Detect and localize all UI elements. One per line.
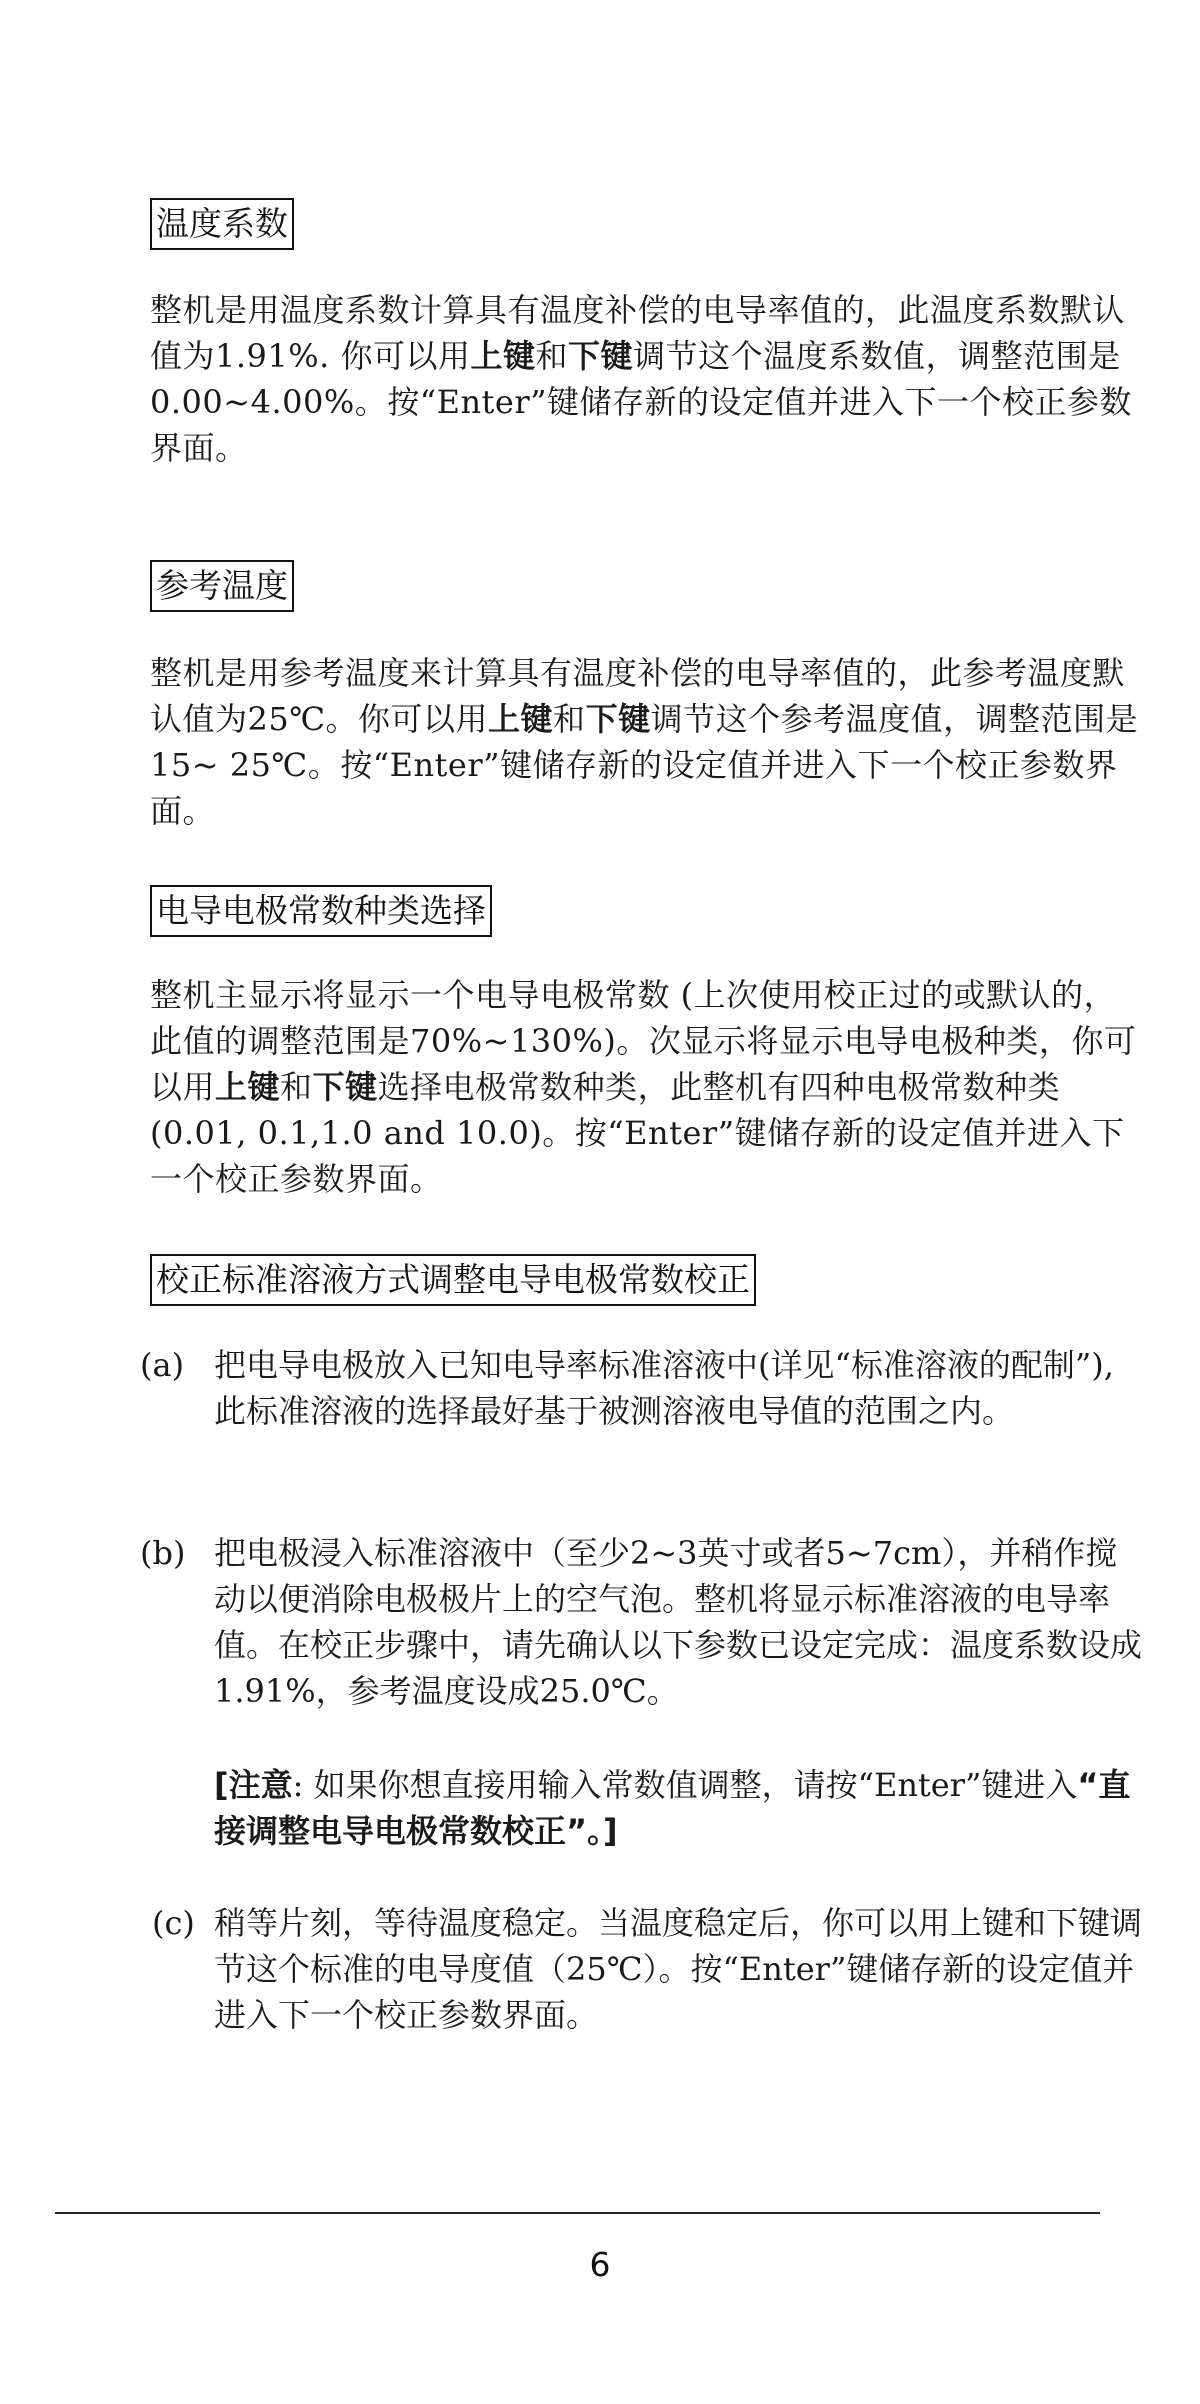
footer-divider xyxy=(55,2212,1100,2214)
para-text: 和 xyxy=(553,700,586,738)
para-text: 调节这个温度系数值，调整范围是0.00~4.00%。按“Enter”键储存新的设定值并进入下一个校正参数界面。 xyxy=(150,337,1133,467)
item-text: 把电导电极放入已知电导率标准溶液中(详见“标准溶液的配制”), 此标准溶液的选择最好基于被测溶液电导值的范围之内。 xyxy=(214,1346,1114,1430)
list-item-a xyxy=(140,1342,1145,1434)
para-text: 整机主显示将显示一个电导电极常数 (上次使用校正过的或默认的，此值的调整范围是70%~130%)。次显示将显示电导电极种类，你可以用 xyxy=(150,976,1137,1106)
para-electrode-type xyxy=(150,972,1140,1202)
down-key-label: 下键 xyxy=(312,1068,378,1106)
heading-ref-temp: 参考温度 xyxy=(150,560,294,612)
item-text: 稍等片刻，等待温度稳定。当温度稳定后，你可以用上键和下键调节这个标准的电导度值（25℃）。按“Enter”键储存新的设定值并进入下一个校正参数界面。 xyxy=(214,1904,1143,2034)
para-text: 整机是用温度系数计算具有温度补偿的电导率值的，此温度系数默认值为1.91%. 你可以用 xyxy=(150,291,1126,375)
para-text: 选择电极常数种类，此整机有四种电极常数种类 (0.01, 0.1,1.0 and 10.0)。按“Enter”键储存新的设定值并进入下一个校正参数界面。 xyxy=(150,1068,1125,1198)
note-text: : 如果你想直接用输入常数值调整，请按“Enter”键进入 xyxy=(292,1766,1078,1804)
para-text: 和 xyxy=(535,337,569,375)
heading-electrode-type: 电导电极常数种类选择 xyxy=(150,885,492,937)
heading-temp-coefficient: 温度系数 xyxy=(150,198,294,250)
up-key-label: 上键 xyxy=(488,700,554,738)
item-text: 把电极浸入标准溶液中（至少2~3英寸或者5~7cm），并稍作搅动以便消除电极极片上的空气泡。整机将显示标准溶液的电导率值。在校正步骤中，请先确认以下参数已设定完成：温度系数设成1.91%，参考温度设成25.0℃。 xyxy=(214,1534,1143,1710)
calibration-note xyxy=(214,1762,1144,1854)
para-text: 整机是用参考温度来计算具有温度补偿的电导率值的，此参考温度默认值为25℃。你可以用 xyxy=(150,654,1126,738)
heading-calibration: 校正标准溶液方式调整电导电极常数校正 xyxy=(150,1254,756,1306)
down-key-label: 下键 xyxy=(585,700,651,738)
note-reference: “直接调整电导电极常数校正”。 xyxy=(214,1766,1131,1850)
list-item-b xyxy=(140,1530,1145,1714)
up-key-label: 上键 xyxy=(215,1068,281,1106)
note-open-bracket: [ xyxy=(214,1766,229,1804)
up-key-label: 上键 xyxy=(470,337,536,375)
list-item-c xyxy=(152,1900,1145,2038)
para-ref-temp xyxy=(150,650,1140,834)
para-text: 调节这个参考温度值，调整范围是15~ 25℃。按“Enter”键储存新的设定值并进入下一个校正参数界面。 xyxy=(150,700,1139,830)
item-marker: (a) xyxy=(140,1346,185,1384)
para-text: 和 xyxy=(280,1068,313,1106)
page-number: 6 xyxy=(589,2245,611,2284)
item-marker: (c) xyxy=(152,1904,195,1942)
note-close-bracket: ] xyxy=(603,1812,618,1850)
down-key-label: 下键 xyxy=(568,337,634,375)
note-label: 注意 xyxy=(228,1766,293,1804)
item-marker: (b) xyxy=(140,1534,186,1572)
para-temp-coefficient xyxy=(150,287,1140,471)
